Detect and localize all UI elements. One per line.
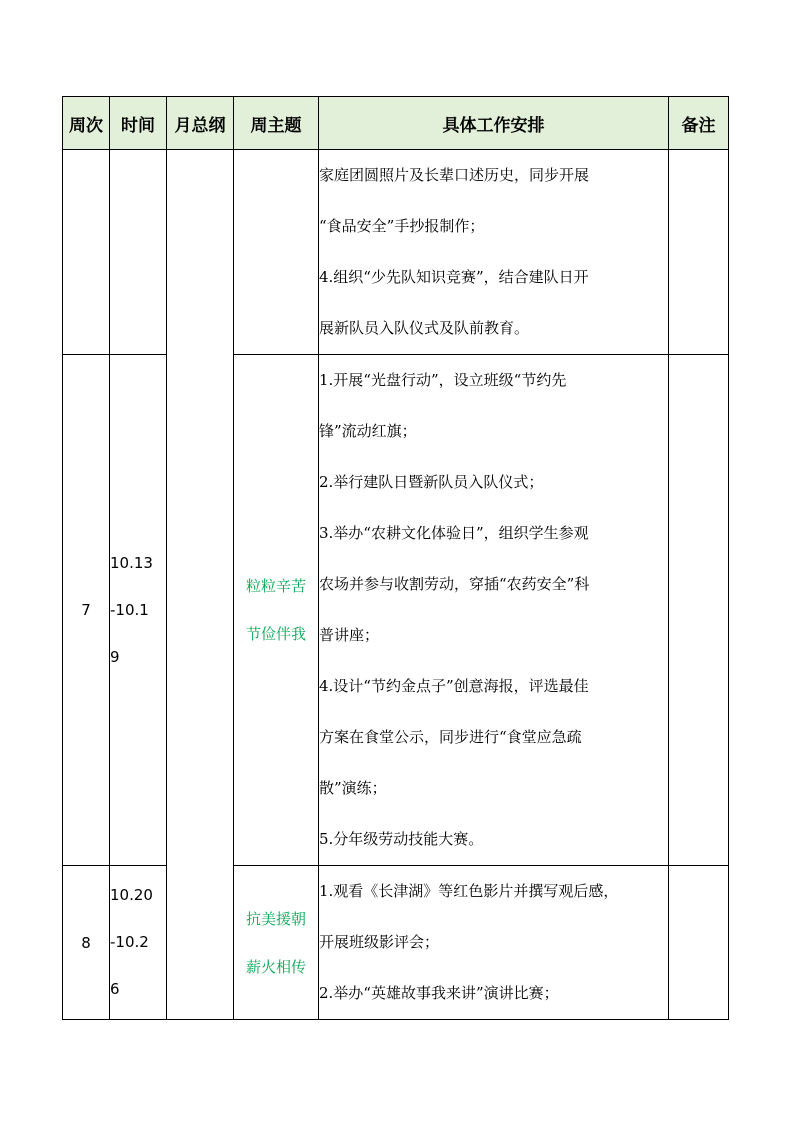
- work-line: 普讲座；: [319, 626, 380, 644]
- work-line: 2.举行建队日暨新队员入队仪式；: [319, 473, 544, 491]
- time-line: 10.13: [110, 553, 153, 572]
- time-line: 6: [110, 980, 120, 998]
- table-row: [63, 150, 729, 355]
- time-line: -10.2: [110, 933, 149, 951]
- header-remarks: 备注: [669, 97, 729, 150]
- work-line: 5.分年级劳动技能大赛。: [319, 830, 484, 848]
- month-outline-cell: [167, 150, 234, 1020]
- work-line: 2.举办“英雄故事我来讲”演讲比赛；: [319, 984, 559, 1002]
- header-week-theme: 周主题: [234, 97, 319, 150]
- table-row: [63, 866, 729, 1020]
- theme-cell: [234, 150, 319, 355]
- work-cell: [319, 355, 669, 866]
- header-work-arrangement: 具体工作安排: [319, 97, 669, 150]
- theme-cell: [234, 866, 319, 1020]
- theme-line: 抗美援朝: [245, 909, 306, 928]
- theme-line: 粒粒辛苦: [245, 577, 306, 595]
- week-cell: [63, 150, 110, 355]
- work-line: 开展班级影评会；: [319, 933, 440, 951]
- time-cell: [110, 866, 167, 1020]
- work-cell: [319, 150, 669, 355]
- work-line: 1.开展“光盘行动”，设立班级“节约先: [319, 371, 567, 389]
- time-cell: [110, 355, 167, 866]
- work-line: “食品安全”手抄报制作；: [319, 217, 485, 235]
- work-line: 方案在食堂公示，同步进行“食堂应急疏: [319, 728, 582, 746]
- time-line: 9: [110, 647, 120, 666]
- remarks-cell: [669, 355, 729, 866]
- work-cell: [319, 866, 669, 1020]
- header-row: [63, 97, 729, 150]
- remarks-cell: [669, 150, 729, 355]
- table-row: [63, 355, 729, 866]
- work-line: 锋”流动红旗；: [319, 422, 417, 440]
- theme-line: 薪火相传: [245, 957, 306, 976]
- work-plan-table: [62, 96, 729, 1020]
- time-line: -10.1: [110, 600, 149, 619]
- time-cell: [110, 150, 167, 355]
- work-line: 散”演练；: [319, 779, 387, 797]
- work-line: 1.观看《长津湖》等红色影片并撰写观后感，: [319, 882, 619, 900]
- work-line: 家庭团圆照片及长辈口述历史，同步开展: [319, 166, 590, 184]
- header-week: 周次: [63, 97, 110, 150]
- work-line: 展新队员入队仪式及队前教育。: [319, 319, 530, 337]
- header-month-outline: 月总纲: [167, 97, 234, 150]
- work-line: 4.设计“节约金点子”创意海报，评选最佳: [319, 677, 589, 695]
- header-time: 时间: [110, 97, 167, 150]
- theme-cell: [234, 355, 319, 866]
- work-line: 4.组织“少先队知识竞赛”，结合建队日开: [319, 268, 589, 286]
- work-line: 3.举办“农耕文化体验日”，组织学生参观: [319, 524, 589, 542]
- week-cell: 7: [63, 355, 110, 866]
- time-line: 10.20: [110, 886, 153, 904]
- remarks-cell: [669, 866, 729, 1020]
- week-cell: 8: [63, 866, 110, 1020]
- work-line: 农场并参与收割劳动，穿插“农药安全”科: [319, 575, 590, 593]
- theme-line: 节俭伴我: [245, 625, 306, 643]
